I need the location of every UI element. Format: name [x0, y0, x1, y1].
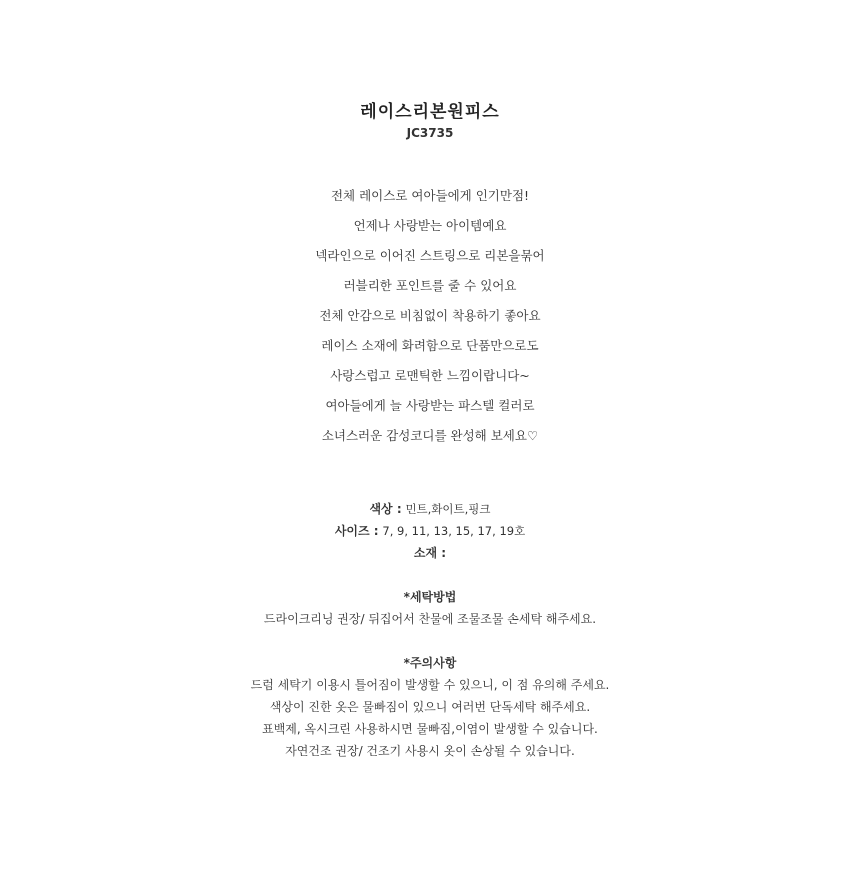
description-list	[0, 186, 860, 456]
description-line: 전체 레이스로 여아들에게 인기만점!	[330, 188, 530, 203]
spec-material	[0, 544, 860, 566]
description-line: 언제나 사랑받는 아이템예요	[353, 218, 507, 233]
product-name: 레이스리본원피스	[360, 102, 500, 122]
spec-size-label: 사이즈 :	[334, 524, 379, 538]
description-line: 사랑스럽고 로맨틱한 느낌이랍니다~	[330, 368, 530, 383]
spec-material-label: 소재 :	[413, 546, 447, 560]
caution-heading: *주의사항	[403, 656, 457, 670]
description-line: 러블리한 포인트를 줄 수 있어요	[343, 278, 517, 293]
description-line: 레이스 소재에 화려함으로 단품만으로도	[321, 338, 539, 353]
description-line: 소녀스러운 감성코디를 완성해 보세요♡	[321, 428, 539, 443]
spec-color	[0, 500, 860, 522]
spec-size	[0, 522, 860, 544]
washing-section	[0, 588, 860, 632]
product-specs	[0, 500, 860, 566]
spec-size-value: 7, 9, 11, 13, 15, 17, 19호	[382, 524, 526, 538]
caution-line: 자연건조 권장/ 건조기 사용시 옷이 손상될 수 있습니다.	[285, 744, 575, 758]
caution-line: 드럼 세탁기 이용시 틀어짐이 발생할 수 있으니, 이 점 유의해 주세요.	[250, 678, 610, 692]
caution-section	[0, 654, 860, 764]
spec-color-value: 민트,화이트,핑크	[405, 502, 491, 516]
product-code: JC3735	[406, 126, 454, 140]
caution-line: 색상이 진한 옷은 물빠짐이 있으니 여러번 단독세탁 해주세요.	[269, 700, 591, 714]
spec-color-label: 색상 :	[369, 502, 402, 516]
washing-line: 드라이크리닝 권장/ 뒤집어서 찬물에 조물조물 손세탁 해주세요.	[263, 612, 597, 626]
washing-heading: *세탁방법	[403, 590, 457, 604]
description-line: 넥라인으로 이어진 스트링으로 리본을묶어	[315, 248, 545, 263]
description-line: 여아들에게 늘 사랑받는 파스텔 컬러로	[325, 398, 535, 413]
description-line: 전체 안감으로 비침없이 착용하기 좋아요	[319, 308, 541, 323]
caution-line: 표백제, 옥시크린 사용하시면 물빠짐,이염이 발생할 수 있습니다.	[262, 722, 598, 736]
